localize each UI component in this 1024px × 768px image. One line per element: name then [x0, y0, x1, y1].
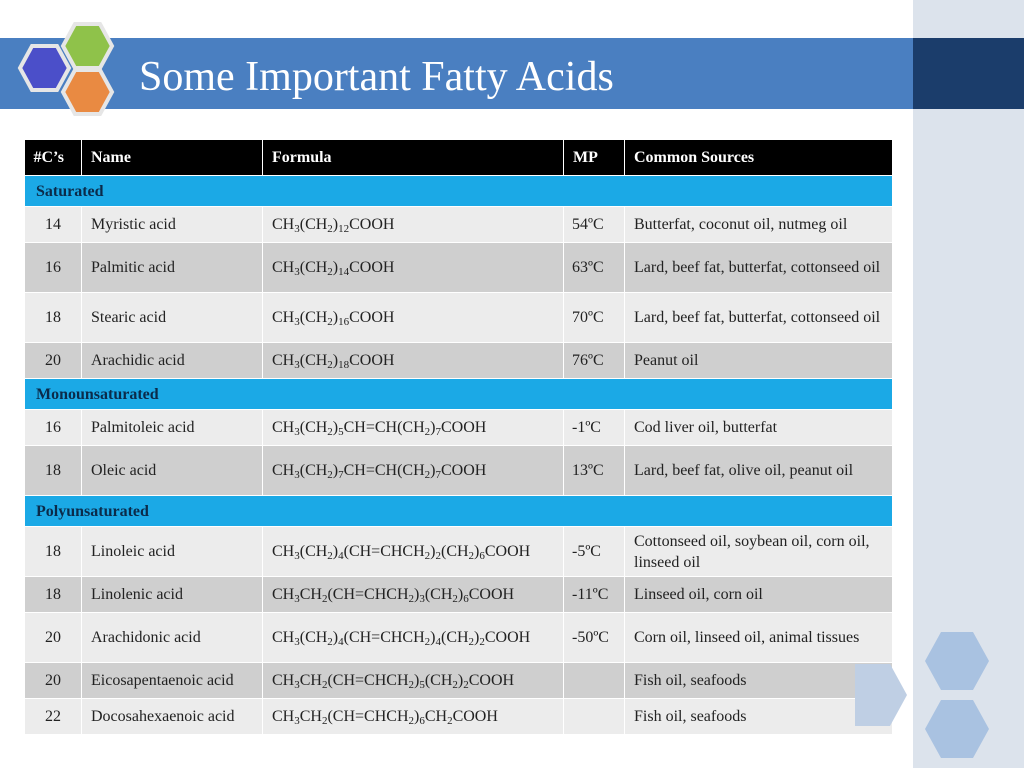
formula-part: (CH — [299, 309, 328, 326]
sources-cell: Lard, beef fat, butterfat, cottonseed oil — [625, 293, 893, 343]
name-cell: Palmitic acid — [82, 243, 263, 293]
formula-subscript: 2 — [424, 550, 431, 562]
formula-subscript: 2 — [327, 426, 333, 438]
header-sources: Common Sources — [625, 140, 893, 176]
mp-cell: 70ºC — [564, 293, 625, 343]
formula-subscript: 3 — [294, 636, 300, 648]
formula-subscript: 3 — [294, 550, 300, 562]
formula-part: ) — [430, 629, 436, 646]
name-cell: Palmitoleic acid — [82, 410, 263, 446]
formula-cell — [263, 207, 564, 243]
mp-cell — [564, 663, 625, 699]
formula-part: CH — [299, 708, 322, 725]
formula-part: COOH — [468, 672, 515, 689]
table-row — [25, 410, 893, 446]
formula-subscript: 3 — [294, 223, 300, 235]
formula-subscript: 2 — [327, 266, 333, 278]
formula-part: (CH — [299, 259, 328, 276]
formula-part: CH — [272, 629, 295, 646]
mp-cell: -50ºC — [564, 613, 625, 663]
formula-part: (CH — [440, 629, 469, 646]
formula-part: CH — [272, 352, 295, 369]
formula-subscript: 3 — [294, 469, 300, 481]
formula-subscript: 2 — [327, 636, 333, 648]
formula-part: CH — [299, 672, 322, 689]
name-cell: Arachidic acid — [82, 343, 263, 379]
formula-part: (CH — [299, 352, 328, 369]
sources-cell: Cottonseed oil, soybean oil, corn oil, linseed oil — [625, 527, 893, 577]
carbons-cell: 18 — [25, 293, 82, 343]
formula-part: ) — [414, 708, 420, 725]
sources-cell: Fish oil, seafoods — [625, 663, 893, 699]
formula-subscript: 4 — [338, 636, 344, 648]
formula-part: (CH=CHCH — [343, 543, 425, 560]
formula-part: ) — [332, 462, 339, 479]
table-row — [25, 577, 893, 613]
formula-subscript: 2 — [463, 679, 469, 691]
table-row — [25, 207, 893, 243]
fatty-acids-table — [24, 140, 893, 735]
table-row — [25, 699, 893, 735]
section-row — [25, 496, 893, 527]
formula-part: CH=CH(CH — [343, 419, 425, 436]
formula-subscript: 7 — [435, 469, 441, 481]
formula-subscript: 2 — [452, 593, 458, 605]
formula-subscript: 2 — [447, 715, 453, 727]
formula-subscript: 6 — [463, 593, 469, 605]
formula-part: ) — [332, 543, 339, 560]
formula-subscript: 2 — [468, 550, 475, 562]
mp-cell: 63ºC — [564, 243, 625, 293]
carbons-cell: 18 — [25, 577, 82, 613]
formula-part: ) — [430, 419, 436, 436]
formula-subscript: 2 — [327, 223, 333, 235]
formula-part: (CH=CHCH — [327, 672, 409, 689]
name-cell: Arachidonic acid — [82, 613, 263, 663]
formula-part: (CH — [299, 216, 328, 233]
mp-cell: 54ºC — [564, 207, 625, 243]
formula-part: CH — [272, 216, 295, 233]
table-row — [25, 293, 893, 343]
carbons-cell: 22 — [25, 699, 82, 735]
table-row — [25, 613, 893, 663]
mp-cell: -5ºC — [564, 527, 625, 577]
formula-subscript: 3 — [294, 266, 300, 278]
formula-part: (CH — [424, 672, 453, 689]
formula-part: ) — [474, 629, 480, 646]
mp-cell: 76ºC — [564, 343, 625, 379]
name-cell: Eicosapentaenoic acid — [82, 663, 263, 699]
formula-subscript: 3 — [294, 316, 300, 328]
title-bar-accent — [913, 38, 1024, 109]
formula-part: CH — [424, 708, 448, 725]
formula-part: ) — [457, 672, 464, 689]
sources-cell: Butterfat, coconut oil, nutmeg oil — [625, 207, 893, 243]
name-cell: Linolenic acid — [82, 577, 263, 613]
sources-cell: Peanut oil — [625, 343, 893, 379]
header-mp: MP — [564, 140, 625, 176]
formula-subscript: 2 — [321, 679, 328, 691]
formula-subscript: 2 — [424, 469, 431, 481]
formula-part: COOH — [484, 629, 531, 646]
sources-cell: Fish oil, seafoods — [625, 699, 893, 735]
formula-subscript: 5 — [419, 679, 425, 691]
formula-cell — [263, 699, 564, 735]
formula-subscript: 2 — [468, 636, 475, 648]
carbons-cell: 18 — [25, 446, 82, 496]
formula-subscript: 2 — [424, 426, 431, 438]
formula-subscript: 18 — [338, 359, 350, 371]
formula-subscript: 3 — [294, 715, 300, 727]
sources-cell: Linseed oil, corn oil — [625, 577, 893, 613]
name-cell: Oleic acid — [82, 446, 263, 496]
carbons-cell: 20 — [25, 663, 82, 699]
mp-cell: -1ºC — [564, 410, 625, 446]
formula-subscript: 2 — [479, 636, 485, 648]
table-row — [25, 527, 893, 577]
formula-part: COOH — [468, 586, 515, 603]
formula-part: ) — [332, 259, 339, 276]
carbons-cell: 16 — [25, 243, 82, 293]
header-carbons: #C’s — [25, 140, 82, 176]
section-label: Monounsaturated — [25, 379, 893, 410]
formula-part: ) — [332, 629, 339, 646]
formula-cell — [263, 613, 564, 663]
formula-part: CH — [272, 259, 295, 276]
section-label: Saturated — [25, 176, 893, 207]
formula-subscript: 2 — [408, 679, 414, 691]
mp-cell — [564, 699, 625, 735]
formula-subscript: 3 — [419, 593, 425, 605]
formula-part: CH — [272, 543, 295, 560]
formula-part: ) — [332, 309, 339, 326]
formula-part: (CH=CHCH — [327, 708, 409, 725]
mp-cell: 13ºC — [564, 446, 625, 496]
formula-part: ) — [332, 419, 339, 436]
table-body — [25, 176, 893, 735]
sources-cell: Corn oil, linseed oil, animal tissues — [625, 613, 893, 663]
formula-part: COOH — [349, 352, 395, 369]
formula-part: ) — [457, 586, 464, 603]
sources-cell: Cod liver oil, butterfat — [625, 410, 893, 446]
formula-subscript: 3 — [294, 359, 300, 371]
table-row — [25, 663, 893, 699]
sources-cell: Lard, beef fat, olive oil, peanut oil — [625, 446, 893, 496]
page-title: Some Important Fatty Acids — [139, 54, 614, 100]
formula-part: CH — [272, 708, 295, 725]
hexagon-decoration-icon — [855, 628, 1015, 764]
formula-cell — [263, 446, 564, 496]
fatty-acids-table-container — [24, 140, 892, 735]
formula-part: COOH — [440, 462, 487, 479]
formula-subscript: 3 — [294, 679, 300, 691]
formula-cell — [263, 293, 564, 343]
formula-part: ) — [332, 352, 339, 369]
carbons-cell: 14 — [25, 207, 82, 243]
formula-part: CH — [272, 672, 295, 689]
formula-subscript: 2 — [452, 679, 458, 691]
formula-subscript: 2 — [321, 593, 328, 605]
formula-part: COOH — [440, 419, 487, 436]
formula-subscript: 4 — [435, 636, 441, 648]
formula-part: CH=CH(CH — [343, 462, 425, 479]
name-cell: Linoleic acid — [82, 527, 263, 577]
formula-subscript: 2 — [327, 550, 333, 562]
formula-subscript: 6 — [419, 715, 425, 727]
formula-subscript: 2 — [321, 715, 328, 727]
formula-part: CH — [272, 419, 295, 436]
formula-subscript: 2 — [327, 359, 333, 371]
formula-part: COOH — [349, 259, 395, 276]
formula-subscript: 2 — [327, 469, 333, 481]
formula-subscript: 6 — [479, 550, 485, 562]
formula-cell — [263, 527, 564, 577]
carbons-cell: 18 — [25, 527, 82, 577]
formula-part: CH — [272, 586, 295, 603]
formula-part: CH — [272, 462, 295, 479]
formula-subscript: 2 — [327, 316, 333, 328]
formula-subscript: 12 — [338, 223, 350, 235]
table-row — [25, 243, 893, 293]
formula-subscript: 2 — [435, 550, 441, 562]
formula-part: COOH — [452, 708, 498, 725]
carbons-cell: 20 — [25, 613, 82, 663]
formula-part: (CH — [299, 543, 328, 560]
section-row — [25, 379, 893, 410]
formula-subscript: 7 — [435, 426, 441, 438]
formula-part: (CH — [299, 462, 328, 479]
formula-part: CH — [272, 309, 295, 326]
formula-subscript: 14 — [338, 266, 350, 278]
header-name: Name — [82, 140, 263, 176]
hexagon-logo-icon — [12, 22, 122, 126]
name-cell: Myristic acid — [82, 207, 263, 243]
formula-part: (CH — [299, 419, 328, 436]
formula-part: ) — [430, 543, 436, 560]
name-cell: Stearic acid — [82, 293, 263, 343]
formula-cell — [263, 577, 564, 613]
formula-subscript: 2 — [424, 636, 431, 648]
formula-part: ) — [414, 672, 420, 689]
formula-part: ) — [430, 462, 436, 479]
section-row — [25, 176, 893, 207]
formula-subscript: 2 — [408, 593, 414, 605]
formula-subscript: 7 — [338, 469, 344, 481]
formula-part: COOH — [349, 309, 395, 326]
table-row — [25, 446, 893, 496]
carbons-cell: 16 — [25, 410, 82, 446]
carbons-cell: 20 — [25, 343, 82, 379]
table-row — [25, 343, 893, 379]
formula-part: ) — [474, 543, 480, 560]
formula-part: ) — [414, 586, 420, 603]
mp-cell: -11ºC — [564, 577, 625, 613]
formula-part: (CH=CHCH — [327, 586, 409, 603]
name-cell: Docosahexaenoic acid — [82, 699, 263, 735]
formula-part: (CH — [299, 629, 328, 646]
formula-part: COOH — [349, 216, 395, 233]
formula-cell — [263, 410, 564, 446]
formula-subscript: 2 — [408, 715, 414, 727]
formula-subscript: 3 — [294, 426, 300, 438]
formula-cell — [263, 343, 564, 379]
formula-cell — [263, 243, 564, 293]
formula-part: ) — [332, 216, 339, 233]
formula-part: CH — [299, 586, 322, 603]
sources-cell: Lard, beef fat, butterfat, cottonseed oil — [625, 243, 893, 293]
section-label: Polyunsaturated — [25, 496, 893, 527]
formula-subscript: 4 — [338, 550, 344, 562]
header-formula: Formula — [263, 140, 564, 176]
formula-subscript: 3 — [294, 593, 300, 605]
formula-subscript: 5 — [338, 426, 344, 438]
formula-part: COOH — [484, 543, 531, 560]
formula-part: (CH — [424, 586, 453, 603]
formula-part: (CH — [440, 543, 469, 560]
formula-cell — [263, 663, 564, 699]
table-header-row — [25, 140, 893, 176]
formula-part: (CH=CHCH — [343, 629, 425, 646]
formula-subscript: 16 — [338, 316, 350, 328]
